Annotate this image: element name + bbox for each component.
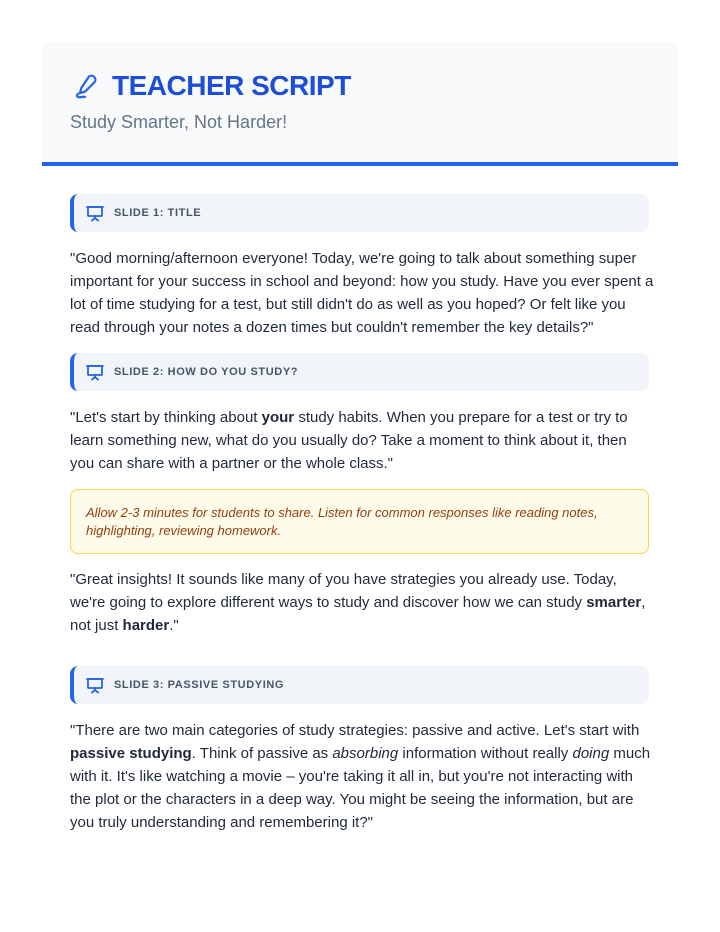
- title-row: [72, 70, 351, 102]
- presentation-icon: [86, 676, 104, 694]
- slide-1-paragraph: "Good morning/afternoon everyone! Today, we're going to talk about something super important for your success in school and beyond: how you study. Have you ever spent a lot of time studying for a test, but still didn't do as well as you hoped? Or felt like you read through your notes a dozen times but couldn't remember the key details?": [70, 250, 654, 336]
- slide-1-label: SLIDE 1: TITLE: [114, 207, 202, 219]
- slide-1-header: [70, 194, 649, 232]
- pen-icon: [72, 72, 100, 100]
- slide-2-paragraph-after: "Great insights! It sounds like many of you have strategies you already use. Today, we're going to explore different ways to study and discover how we can study smarter, not just harder.": [70, 571, 646, 634]
- slide-3-label: SLIDE 3: PASSIVE STUDYING: [114, 679, 285, 691]
- slide-2-label: SLIDE 2: HOW DO YOU STUDY?: [114, 366, 299, 378]
- page-subtitle: Study Smarter, Not Harder!: [70, 112, 288, 132]
- slide-3-paragraph: "There are two main categories of study strategies: passive and active. Let's start with passive studying. Think of passive as absorbing information without really doing much with it. It's like watching a movie – you're taking it all in, but you're not interacting with the plot or the characters in a deep way. You might be seeing the information, but are you truly understanding and remembering it?": [70, 722, 651, 831]
- slide-2-paragraph: "Let's start by thinking about your study habits. When you prepare for a test or try to learn something new, what do you usually do? Take a moment to think about it, then you can share with a partner or the whole class.": [70, 409, 628, 472]
- presentation-icon: [86, 363, 104, 381]
- teacher-note: Allow 2-3 minutes for students to share. Listen for common responses like reading notes, highlighting, reviewing homework.: [70, 489, 649, 554]
- presentation-icon: [86, 204, 104, 222]
- slide-3-header: [70, 666, 649, 704]
- slide-2-header: [70, 353, 649, 391]
- page-title: TEACHER SCRIPT: [112, 70, 351, 101]
- header: [42, 42, 678, 166]
